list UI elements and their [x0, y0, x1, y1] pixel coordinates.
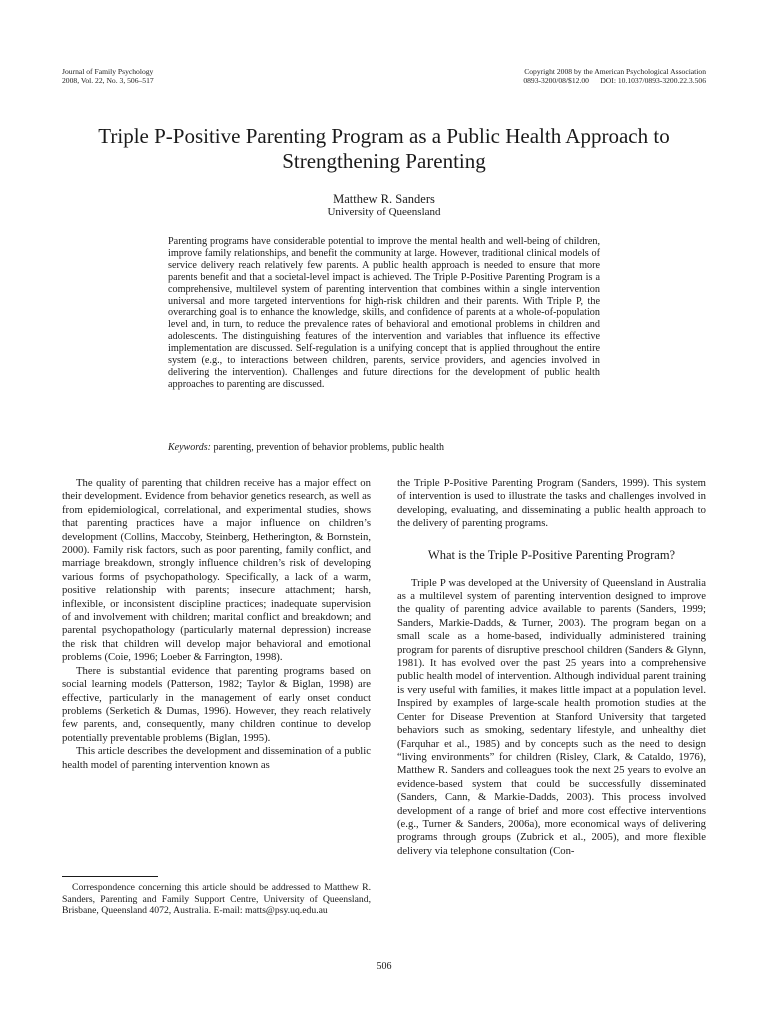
- abstract: Parenting programs have considerable potential to improve the mental health and well-being of children, improve family relationships, and benefit the community at large. However, traditional clinical models of service delivery reach relatively few parents. A public health approach is needed to ensure that more parents benefit and that a societal-level impact is achieved. The Triple P-Positive Parenting Program is a comprehensive, multilevel system of parenting intervention that combines within a single intervention universal and more targeted interventions for high-risk children and their parents. With Triple P, the overarching goal is to enhance the knowledge, skills, and confidence of parents at a whole-of-population level and, in turn, to reduce the prevalence rates of behavioral and emotional problems in children and adolescents. The distinguishing features of the intervention and variables that influence its effective implementation are discussed. Self-regulation is a unifying concept that is applied throughout the entire system (e.g., to interactions between children, parents, service providers, and agencies involved in delivering the intervention). Challenges and future directions for the development of public health approaches to parenting are discussed.: [168, 236, 600, 390]
- journal-volume: 2008, Vol. 22, No. 3, 506–517: [62, 76, 154, 85]
- footnote-text: Correspondence concerning this article should be addressed to Matthew R. Sanders, Parenting and Family Support Centre, University of Queensland, Brisbane, Queensland 4072, Australia. E-mail: matts@psy.uq.edu.au: [62, 882, 371, 917]
- running-header-left: [62, 67, 154, 85]
- keywords: [168, 442, 600, 454]
- journal-name: Journal of Family Psychology: [62, 67, 154, 76]
- body-paragraph: Triple P was developed at the University of Queensland in Australia as a multilevel system of parenting intervention designed to improve the quality of parenting advice available to parents (Sanders, 1999; Sanders, Markie-Dadds, & Turner, 2003). The program began on a small scale as a home-based, individually administered training program for parents of disruptive preschool children (Sanders & Glynn, 1981). It has evolved over the past 25 years into a comprehensive public health model of intervention. Although individual parent training is very useful with families, it makes little impact at a population level. Inspired by examples of large-scale health promotion studies at the Center for Disease Prevention at Stanford University that targeted behaviors such as smoking, sedentary lifestyle, and unhealthy diet (Farquhar et al., 1985) and by concepts such as the need to design “living environments” for children (Risley, Clark, & Cataldo, 1976), Matthew R. Sanders and colleagues took the next 25 years to evolve an evidence-based system that could be successfully disseminated (Sanders, Cann, & Markie-Dadds, 2003). This process involved development of a range of brief and more cost effective interventions (e.g., Turner & Sanders, 2006a), more economical ways of delivering programs through groups (Zubrick et al., 2005), and more flexible delivery via telephone consultation (Con-: [397, 576, 706, 857]
- section-heading: What is the Triple P-Positive Parenting Program?: [427, 547, 676, 562]
- body-paragraph: The quality of parenting that children receive has a major effect on their development. Evidence from behavior genetics research, as well as from epidemiological, correlational, and experimental studies, shows that parenting practices have a major influence on children’s development (Collins, Maccoby, Steinberg, Hetherington, & Bornstein, 2000). Family risk factors, such as poor parenting, family conflict, and marriage breakdown, strongly influence children’s risk of developing various forms of psychopathology. Specifically, a lack of a warm, positive relationship with parents; insecure attachment; harsh, inflexible, or inconsistent discipline practices; inadequate supervision of and involvement with children; marital conflict and breakdown; and parental psychopathology (particularly maternal depression) increase the risk that children will develop major behavioral and emotional problems (Coie, 1996; Loeber & Farrington, 1998).: [62, 477, 371, 664]
- correspondence-footnote: [62, 882, 371, 917]
- body-paragraph: There is substantial evidence that parenting programs based on social learning models (Patterson, 1982; Taylor & Biglan, 1998) are effective, particularly in the management of early onset conduct problems (Serketich & Dumas, 1996). However, they reach relatively few parents, and, consequently, many children continue to develop potentially preventable problems (Biglan, 1995).: [62, 664, 371, 744]
- footnote-divider: [62, 876, 158, 877]
- keywords-text: parenting, prevention of behavior problems, public health: [213, 442, 444, 453]
- page-number: 506: [376, 961, 392, 972]
- body-paragraph: This article describes the development and dissemination of a public health model of parenting intervention known as: [62, 745, 371, 771]
- author-affiliation: University of Queensland: [327, 206, 441, 218]
- left-column: [62, 477, 371, 772]
- right-column: [397, 477, 706, 858]
- keywords-label: Keywords:: [168, 442, 211, 453]
- author-name: Matthew R. Sanders: [333, 192, 435, 206]
- body-paragraph: the Triple P-Positive Parenting Program (Sanders, 1999). This system of intervention is used to illustrate the tasks and challenges involved in developing, evaluating, and disseminating a public health approach to the delivery of parenting programs.: [397, 477, 706, 530]
- copyright-line: Copyright 2008 by the American Psychological Association: [524, 67, 706, 76]
- running-header-right: [523, 67, 706, 85]
- article-title: Triple P-Positive Parenting Program as a Public Health Approach to Strengthening Parenting: [98, 124, 670, 173]
- issn-doi-line: 0893-3200/08/$12.00 DOI: 10.1037/0893-3200.22.3.506: [523, 76, 706, 85]
